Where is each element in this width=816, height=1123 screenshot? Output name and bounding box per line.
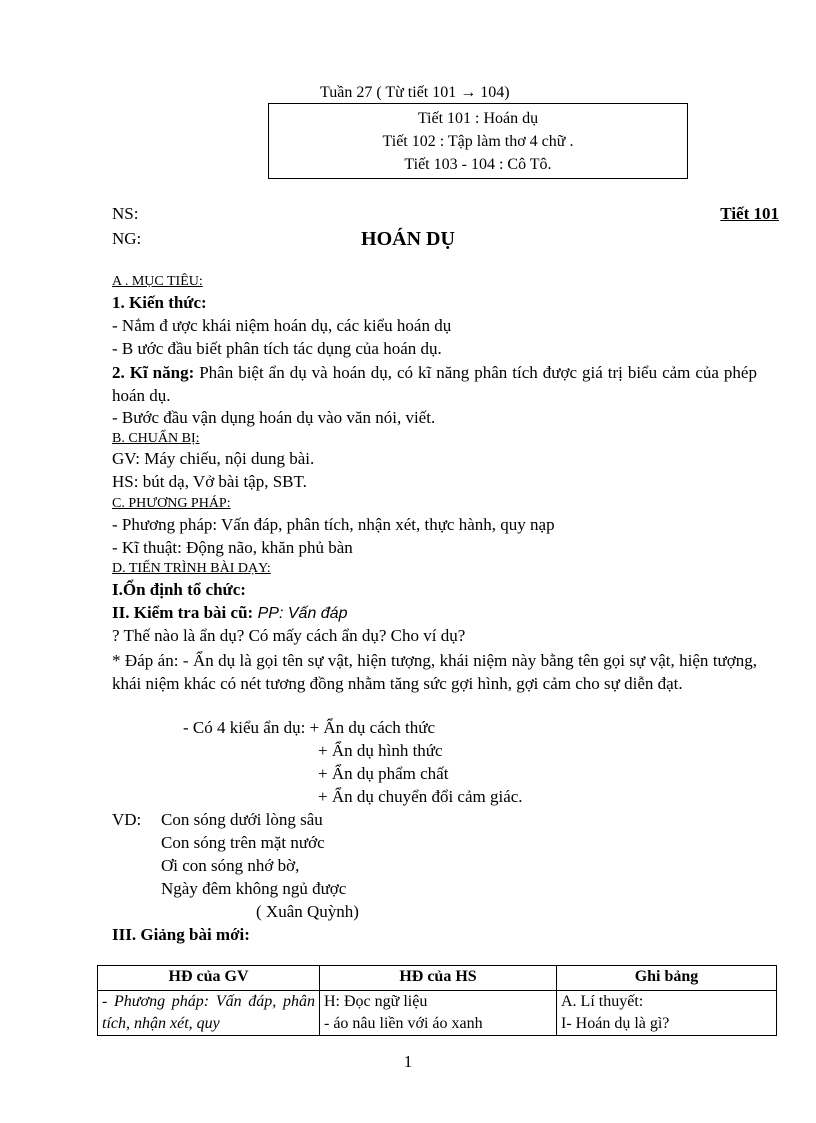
ng-label: NG: bbox=[112, 229, 142, 248]
lesson-box bbox=[268, 103, 688, 179]
question: ? Thế nào là ẩn dụ? Có mấy cách ẩn dụ? Cho ví dụ? bbox=[112, 626, 466, 645]
page-title: HOÁN DỤ bbox=[361, 228, 455, 250]
c-line-2: - Kĩ thuật: Động não, khăn phủ bàn bbox=[112, 538, 353, 557]
box-line-1: Tiết 101 : Hoán dụ bbox=[417, 110, 539, 127]
a2-line-2: - Bước đầu vận dụng hoán dụ vào văn nói, viết. bbox=[112, 408, 436, 427]
kind-4: + Ẩn dụ chuyển đổi cảm giác. bbox=[318, 787, 523, 806]
col-header-gb: Ghi bảng bbox=[557, 966, 777, 991]
kind-2: + Ẩn dụ hình thức bbox=[318, 741, 443, 760]
section-d: D. TIẾN TRÌNH BÀI DẠY: bbox=[112, 561, 271, 576]
b-gv: GV: Máy chiếu, nội dung bài. bbox=[112, 449, 315, 468]
a2-text: Phân biệt ẩn dụ và hoán dụ, có kĩ năng phân tích được giá trị biểu cảm của phép hoán dụ. bbox=[112, 363, 757, 405]
section-a: A . MỤC TIÊU: bbox=[112, 274, 203, 289]
gb-line-1: A. Lí thuyết: bbox=[561, 993, 644, 1010]
hs-line-1: H: Đọc ngữ liệu bbox=[324, 993, 428, 1010]
ns-label: NS: bbox=[112, 204, 139, 223]
week-heading: Tuần 27 ( Từ tiết 101 → 104) bbox=[320, 84, 510, 101]
kind-3: + Ẩn dụ phẩm chất bbox=[318, 764, 449, 783]
poem-line-3: Ơi con sóng nhớ bờ, bbox=[161, 856, 300, 875]
box-line-2: Tiết 102 : Tập làm thơ 4 chữ . bbox=[382, 133, 574, 150]
col-header-gv: HĐ của GV bbox=[98, 966, 320, 991]
a2-paragraph bbox=[112, 361, 757, 407]
d2-heading: II. Kiểm tra bài cũ: bbox=[112, 603, 254, 622]
poem-line-4: Ngày đêm không ngủ được bbox=[161, 879, 347, 898]
lesson-number: Tiết 101 bbox=[720, 204, 779, 223]
answer-paragraph: * Đáp án: - Ẩn dụ là gọi tên sự vật, hiện tượng, khái niệm này bằng tên gọi sự vật, hiện tượng, khái niệm khác có nét tương đồng nhằm tăng sức gợi hình, gợi cảm cho sự diễn đạt. bbox=[112, 651, 757, 693]
table-row bbox=[98, 991, 777, 1036]
d1-heading: I.Ổn định tổ chức: bbox=[112, 580, 246, 599]
cell-gb bbox=[557, 991, 777, 1036]
cell-hs bbox=[320, 991, 557, 1036]
a1-line-2: - B ước đầu biết phân tích tác dụng của hoán dụ. bbox=[112, 339, 442, 358]
hs-line-2: - áo nâu liền với áo xanh bbox=[324, 1015, 483, 1032]
table-header-row bbox=[98, 966, 777, 991]
section-b: B. CHUẨN BỊ: bbox=[112, 431, 200, 446]
a1-line-1: - Nắm đ ược khái niệm hoán dụ, các kiểu hoán dụ bbox=[112, 316, 452, 335]
c-line-1: - Phương pháp: Vấn đáp, phân tích, nhận xét, thực hành, quy nạp bbox=[112, 515, 555, 534]
poem-line-1: Con sóng dưới lòng sâu bbox=[161, 810, 323, 829]
box-line-3: Tiết 103 - 104 : Cô Tô. bbox=[404, 156, 552, 173]
section-c: C. PHƯƠNG PHÁP: bbox=[112, 496, 231, 511]
a2-heading: 2. Kĩ năng: bbox=[112, 363, 195, 382]
vd-label: VD: bbox=[112, 810, 142, 829]
d3-heading: III. Giảng bài mới: bbox=[112, 925, 250, 944]
lesson-table bbox=[97, 965, 777, 1036]
poem-line-2: Con sóng trên mặt nước bbox=[161, 833, 325, 852]
d2-line bbox=[112, 603, 347, 623]
kinds-intro: - Có 4 kiểu ẩn dụ: + Ẩn dụ cách thức bbox=[183, 718, 436, 737]
section-a1-heading: 1. Kiến thức: bbox=[112, 293, 207, 312]
page-number: 1 bbox=[403, 1052, 413, 1071]
d2-method: PP: Vấn đáp bbox=[253, 605, 348, 622]
b-hs: HS: bút dạ, Vở bài tập, SBT. bbox=[112, 472, 307, 491]
gb-line-2: I- Hoán dụ là gì? bbox=[561, 1015, 670, 1032]
col-header-hs: HĐ của HS bbox=[320, 966, 557, 991]
cell-gv: - Phương pháp: Vấn đáp, phân tích, nhận xét, quy bbox=[98, 991, 320, 1036]
poem-author: ( Xuân Quỳnh) bbox=[256, 902, 359, 921]
